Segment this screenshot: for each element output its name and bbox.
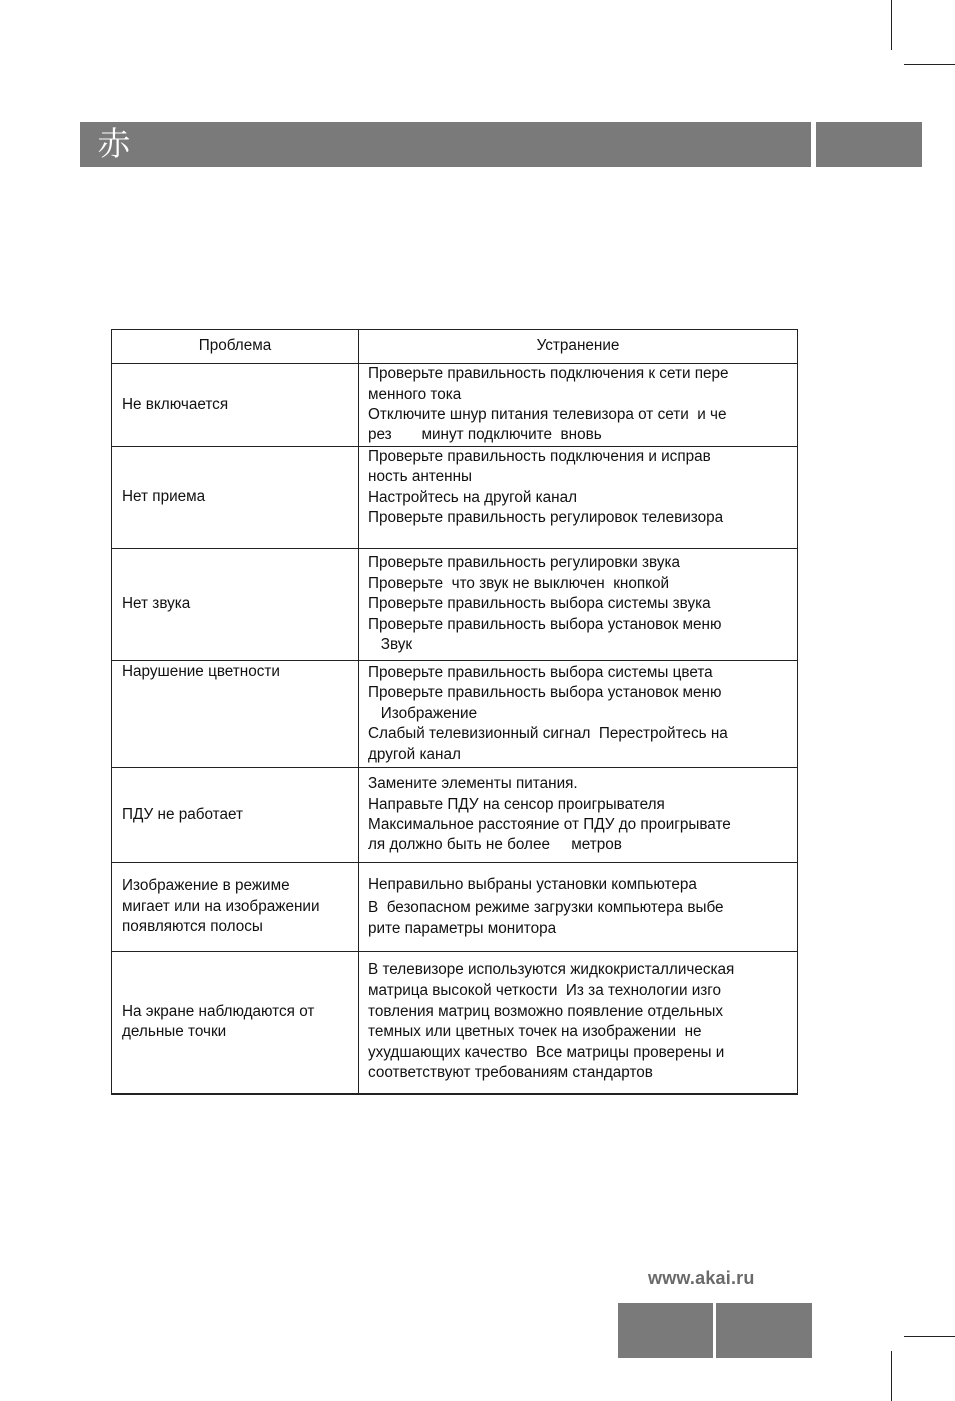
solution-text: В безопасном режиме загрузки компьютера выбе xyxy=(368,899,724,917)
problem-text: мигает или на изображении xyxy=(122,897,320,915)
problem-text: Не включается xyxy=(122,395,229,413)
solution-text: менного тока xyxy=(368,385,462,403)
solution-text: Замените элементы питания. xyxy=(368,775,578,793)
solution-cell xyxy=(359,364,798,447)
troubleshooting-table xyxy=(111,329,798,1095)
solution-cell xyxy=(359,863,798,952)
solution-text: Настройтесь на другой канал xyxy=(368,488,578,506)
solution-text: Максимальное расстояние от ПДУ до проигрывате xyxy=(368,816,731,833)
table-row xyxy=(112,863,798,952)
solution-text: Проверьте правильность подключения к сети пере xyxy=(368,365,729,383)
problem-text: ПДУ не работает xyxy=(122,805,243,823)
solution-text: Проверьте правильность выбора системы цвета xyxy=(368,663,713,681)
table-row xyxy=(112,952,798,1094)
header-tab xyxy=(816,122,922,167)
problem-text: Нет звука xyxy=(122,595,191,613)
table-row xyxy=(112,768,798,863)
solution-text: ухудшающих качество Все матрицы проверены и xyxy=(368,1043,725,1061)
problem-cell xyxy=(112,447,359,549)
solution-text: матрица высокой четкости Из за технологии изго xyxy=(368,982,722,1000)
solution-text: Проверьте правильность регулировки звука xyxy=(368,554,681,572)
site-url: www.akai.ru xyxy=(648,1268,755,1288)
solution-text: товления матриц возможно появление отдельных xyxy=(368,1002,724,1020)
header-band xyxy=(80,122,811,167)
problem-text: На экране наблюдаются от xyxy=(122,1002,315,1020)
solution-text: Проверьте правильность регулировок телевизора xyxy=(368,509,724,527)
brand-logo-icon: 赤 xyxy=(97,124,131,163)
solution-text: Направьте ПДУ на сенсор проигрывателя xyxy=(368,795,665,813)
problem-cell xyxy=(112,952,359,1094)
problem-text: дельные точки xyxy=(122,1023,227,1041)
solution-text: рите параметры монитора xyxy=(368,919,557,937)
solution-cell xyxy=(359,447,798,549)
page-number-box-left xyxy=(618,1303,713,1358)
column-header-problem: Проблема xyxy=(112,330,359,364)
table-row xyxy=(112,549,798,661)
solution-text: соответствуют требованиям стандартов xyxy=(368,1064,653,1082)
solution-text: Звук xyxy=(368,636,413,654)
solution-text: Проверьте правильность выбора установок меню xyxy=(368,615,722,633)
problem-cell xyxy=(112,364,359,447)
problem-cell xyxy=(112,549,359,661)
solution-text: ность антенны xyxy=(368,468,473,486)
solution-cell xyxy=(359,549,798,661)
crop-mark-bottom xyxy=(891,1351,892,1401)
solution-text: ля должно быть не более метров xyxy=(368,836,622,854)
solution-text: Слабый телевизионный сигнал Перестройтесь на xyxy=(368,725,728,743)
problem-cell xyxy=(112,661,359,768)
solution-text: Неправильно выбраны установки компьютера xyxy=(368,875,697,893)
table-row xyxy=(112,661,798,768)
column-header-solution: Устранение xyxy=(359,330,798,364)
page-number-box-right xyxy=(716,1303,812,1358)
solution-text: темных или цветных точек на изображении не xyxy=(368,1023,702,1041)
solution-cell xyxy=(359,661,798,768)
solution-cell xyxy=(359,768,798,863)
problem-text: появляются полосы xyxy=(122,918,263,936)
solution-text: Проверьте что звук не выключен кнопкой xyxy=(368,574,670,592)
crop-mark-top xyxy=(891,0,892,50)
problem-text: Нет приема xyxy=(122,488,206,506)
solution-text: другой канал xyxy=(368,745,461,763)
solution-text: Проверьте правильность выбора системы звука xyxy=(368,595,711,613)
problem-cell xyxy=(112,768,359,863)
solution-text: Проверьте правильность подключения и исправ xyxy=(368,448,711,465)
crop-mark-top-right xyxy=(904,64,955,65)
table-row xyxy=(112,447,798,549)
crop-mark-bottom-right xyxy=(904,1336,955,1337)
solution-text: Изображение xyxy=(368,704,478,722)
solution-cell xyxy=(359,952,798,1094)
solution-text: рез минут подключите вновь xyxy=(368,426,602,444)
problem-text: Изображение в режиме xyxy=(122,877,290,895)
problem-cell xyxy=(112,863,359,952)
solution-text: Отключите шнур питания телевизора от сети и че xyxy=(368,406,727,423)
table-header-row xyxy=(112,330,798,364)
solution-text: В телевизоре используются жидкокристаллическая xyxy=(368,961,735,979)
solution-text: Проверьте правильность выбора установок меню xyxy=(368,684,722,702)
problem-text: Нарушение цветности xyxy=(122,663,280,680)
table-row xyxy=(112,364,798,447)
